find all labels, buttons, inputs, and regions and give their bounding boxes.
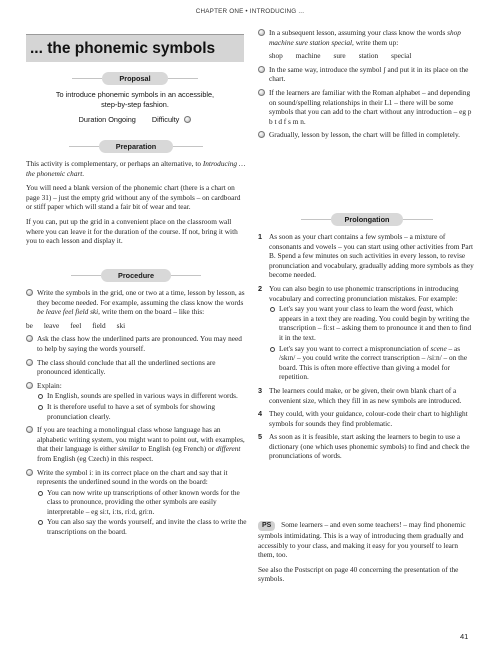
prolongation-item-3	[258, 386, 476, 405]
procedure-step-8	[258, 65, 476, 84]
proposal-meta	[26, 115, 244, 125]
procedure-step-7-text-b: write them up:	[355, 37, 399, 47]
procedure-step-2-text: Ask the class how the underlined parts are pronounced. You may need to help by saying the words yourself.	[37, 334, 242, 353]
postscript-paragraph	[258, 520, 476, 560]
sub-italic: feast,	[417, 304, 434, 314]
example-word: be	[26, 320, 33, 330]
procedure-step-5-different: different	[215, 444, 241, 454]
preparation-p3: If you can, put up the grid in a convenient place on the classroom wall where you can leave it for the duration of the course. If not, bring it with you to each lesson and display it.	[26, 216, 238, 246]
sub-text-a: Let's say you want to correct a mispronunciation of	[279, 343, 429, 353]
example-words-2	[258, 51, 476, 61]
duration-value: Ongoing	[108, 115, 136, 124]
postscript	[258, 520, 476, 589]
proposal-heading: Proposal	[102, 72, 168, 85]
procedure-step-1-text-a: Write the symbols in the grid, one or two at a time, lesson by lesson, as they become needed. For example, assuming the class know the words	[37, 288, 245, 307]
chapter-header: CHAPTER ONE • INTRODUCING ...	[195, 8, 305, 15]
example-word: station	[358, 51, 379, 61]
procedure-step-7	[258, 28, 476, 47]
bullet-icon	[26, 469, 33, 476]
procedure-step-5-similar: similar	[118, 444, 139, 454]
example-word: leave	[43, 320, 60, 330]
procedure-step-4-sub-1: In English, sounds are spelled in various ways in different words.	[37, 391, 248, 401]
sub-text-b: – as /skɪn/ – you could write the correct transcription – /siːn/ – on the board. This is often more effective than giving a model for repetition.	[279, 343, 468, 382]
procedure-step-5-text-b: to English (eg French) or	[140, 444, 215, 454]
bullet-icon	[258, 29, 265, 36]
procedure-step-3-text: The class should conclude that all the underlined sections are pronounced identically.	[37, 357, 216, 377]
ps-badge: PS	[258, 521, 275, 531]
bullet-icon	[26, 382, 33, 389]
prolongation-item-1	[258, 232, 476, 280]
bullet-icon	[26, 426, 33, 433]
prolongation-heading: Prolongation	[331, 213, 403, 226]
procedure-step-6-sub-1: You can now write up transcriptions of other known words for the class to pronounce, providing the other symbols are easily interpretable – eg siːt, iːts, riːd, griːn.	[37, 488, 248, 517]
prolongation-item-4-text: They could, with your guidance, colour-code their chart to highlight symbols for sounds they find problematic.	[269, 409, 468, 428]
procedure-step-6-sub-2: You can also say the words yourself, and invite the class to write the transcriptions on the board.	[37, 517, 248, 536]
procedure-step-7-italic: shop machine sure station special,	[269, 28, 461, 47]
procedure-step-1-text-b: write them on the board – like this:	[101, 307, 205, 317]
preparation-heading: Preparation	[99, 140, 173, 153]
item-number: 1	[258, 232, 263, 241]
procedure-step-5	[26, 425, 248, 463]
procedure-step-3	[26, 358, 248, 377]
procedure-step-5-text-a: If you are teaching a monolingual class whose language has an alphabetic writing system, you might want to point out, with examples, that their language is either	[37, 425, 245, 454]
procedure-step-6	[26, 468, 248, 537]
postscript-text: Some learners – and even some teachers! – may find phonemic symbols intimidating. This is a way of introducing them gradually and accessibly to your class, and making it easy for you yourself to learn them, too.	[258, 520, 466, 560]
procedure-continued	[258, 28, 476, 144]
proposal-line-1: To introduce phonemic symbols in an accessible,	[55, 90, 215, 99]
example-word: sure	[333, 51, 346, 61]
procedure-step-7-text-a: In a subsequent lesson, assuming your class know the words	[269, 28, 446, 37]
page-title: ... the phonemic symbols	[30, 40, 216, 57]
procedure-step-1	[26, 288, 248, 317]
procedure-step-9-text: If the learners are familiar with the Roman alphabet – and depending on sound/spelling relationships in their L1 – there will be some symbols that you can add to the chart without any introduction – eg p b t d f s m n.	[269, 87, 472, 126]
bullet-icon	[26, 359, 33, 366]
item-number: 2	[258, 283, 263, 293]
prolongation-item-1-text: As soon as your chart contains a few symbols – a mixture of consonants and vowels – you can start using other activities from Part B. Spend a few minutes on such activities in every lesson, to revise pronunciation and vocabulary, gradually adding more symbols as they become needed.	[269, 232, 474, 280]
procedure-step-2	[26, 334, 248, 353]
procedure-step-5-text-c: from English (eg Czech) in this respect.	[37, 453, 154, 463]
sub-text-b: which appears in a text they are reading. You could begin by writing the transcription – fiːst – asking them to pronounce it and then to find it in the text.	[279, 304, 472, 342]
prolongation-item-2-text: You can also begin to use phonemic transcriptions in introducing vocabulary and correcting pronunciation mistakes. For example:	[269, 283, 459, 303]
example-word: field	[92, 320, 106, 330]
preparation-p1-italic: Introducing … the phonemic chart.	[26, 159, 246, 178]
example-word: special	[391, 51, 412, 61]
bullet-icon	[26, 335, 33, 342]
page-number: 41	[460, 632, 469, 641]
procedure-heading: Procedure	[101, 269, 171, 282]
bullet-icon	[258, 89, 265, 96]
prolongation-item-5-text: As soon as it is feasible, start asking the learners to begin to use a dictionary (one which uses phonemic symbols) to find and check the pronunciations of words.	[269, 432, 470, 461]
procedure-step-10-text: Gradually, lesson by lesson, the chart will be filled in completely.	[269, 130, 460, 140]
difficulty-icon	[184, 116, 191, 123]
proposal-line-2: step-by-step fashion.	[101, 100, 169, 109]
procedure-step-4-text: Explain:	[37, 380, 62, 390]
bullet-icon	[258, 66, 265, 73]
bullet-icon	[258, 131, 265, 138]
duration-label: Duration	[78, 115, 107, 124]
difficulty-label: Difficulty	[151, 115, 180, 124]
procedure-step-4	[26, 381, 248, 421]
prolongation-item-3-text: The learners could make, or be given, their own blank chart of a convenient size, which they fill in as new symbols are introduced.	[269, 385, 462, 405]
example-word: shop	[269, 51, 283, 61]
preparation-p1-text: This activity is complementary, or perhaps an alternative, to	[26, 159, 202, 168]
procedure-body	[26, 288, 248, 541]
example-words-1	[26, 321, 248, 331]
sub-text-a: Let's say you want your class to learn the word	[279, 304, 416, 314]
item-number: 5	[258, 432, 263, 442]
example-word: ski	[116, 320, 126, 330]
prolongation-item-2	[258, 284, 476, 382]
sub-italic: scene	[430, 343, 447, 353]
preparation-p2: You will need a blank version of the phonemic chart (there is a chart on page 31) – just the empty grid without any of the symbols – on cardboard or stiff paper which will stand a fair bit of wear and tear.	[26, 183, 241, 212]
see-also: See also the Postscript on page 40 concerning the presentation of the symbols.	[258, 564, 459, 584]
example-word: feel	[70, 320, 82, 330]
preparation-body	[26, 159, 248, 251]
procedure-step-6-text: Write the symbol iː in its correct place on the chart and say that it represents the underlined sound in the words on the board:	[37, 467, 228, 487]
preparation-p1	[26, 159, 248, 178]
procedure-step-1-italic: be leave feel field ski,	[37, 307, 101, 317]
procedure-step-10	[258, 130, 476, 140]
item-number: 4	[258, 409, 263, 419]
example-word: machine	[295, 51, 321, 61]
prolongation-body	[258, 232, 476, 465]
prolongation-item-4	[258, 409, 476, 428]
proposal-text	[26, 90, 244, 125]
procedure-step-9	[258, 88, 476, 126]
prolongation-item-5	[258, 432, 476, 461]
title-band	[26, 34, 244, 62]
prolongation-item-2-sub-1	[269, 304, 476, 342]
item-number: 3	[258, 385, 263, 395]
procedure-step-4-sub-2: It is therefore useful to have a set of symbols for showing pronunciation clearly.	[37, 402, 248, 421]
bullet-icon	[26, 289, 33, 296]
prolongation-item-2-sub-2	[269, 344, 476, 382]
procedure-step-8-text: In the same way, introduce the symbol ʃ and put it in its place on the chart.	[269, 64, 469, 84]
